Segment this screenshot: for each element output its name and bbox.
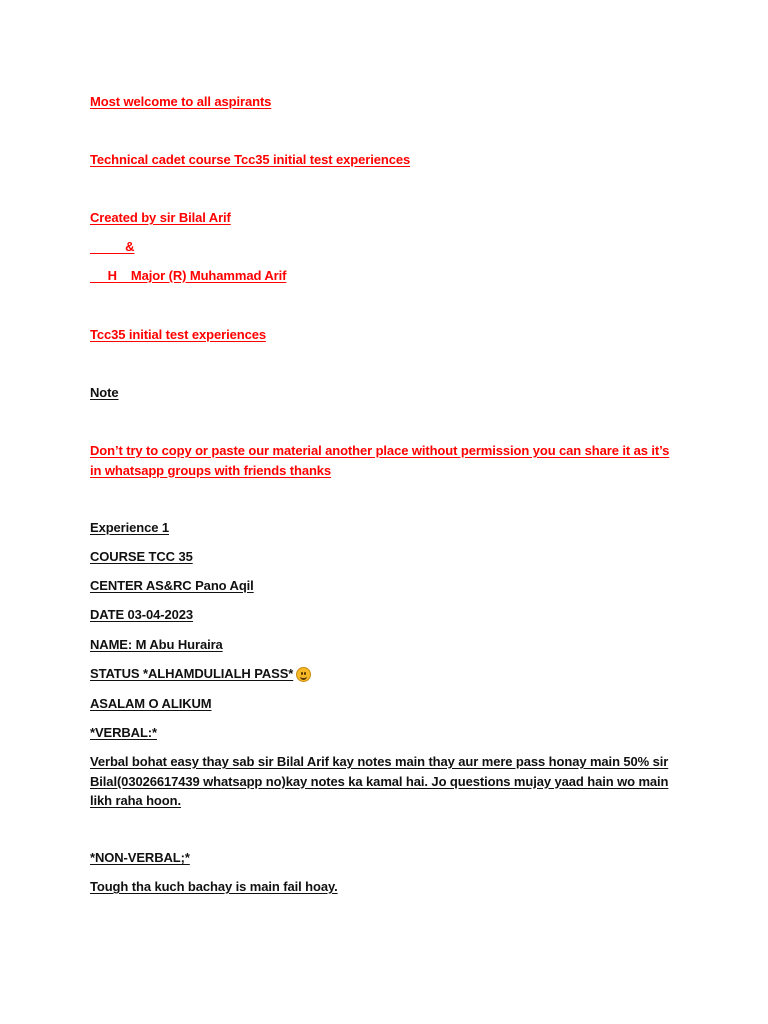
document-title: Technical cadet course Tcc35 initial test experiences <box>90 152 411 167</box>
center-line: CENTER AS&RC Pano Aqil <box>90 578 254 593</box>
status-text: STATUS *ALHAMDULIALH PASS* <box>90 666 294 681</box>
note-heading: Note <box>90 385 119 400</box>
co-author-gap <box>117 268 131 283</box>
verbal-text: Verbal bohat easy thay sab sir Bilal Arif kay notes main thay aur mere pass honay main 50% sir Bilal(03026617439 whatsapp no)kay notes ka kamal hai. Jo questions mujay yaad hain wo main likh raha hoon. <box>90 754 669 808</box>
ampersand-spacer <box>90 239 125 254</box>
ampersand-line <box>90 239 134 254</box>
note-text: Don’t try to copy or paste our material another place without permission you can share it as it’s in whatsapp groups with friends thanks <box>90 443 670 478</box>
greeting-line: ASALAM O ALIKUM <box>90 696 212 711</box>
co-author-line <box>90 268 286 283</box>
created-by-line: Created by sir Bilal Arif <box>90 210 231 225</box>
experience-heading: Experience 1 <box>90 520 170 535</box>
status-line <box>90 666 311 682</box>
nonverbal-text: Tough tha kuch bachay is main fail hoay. <box>90 879 338 894</box>
name-line: NAME: M Abu Huraira <box>90 637 223 652</box>
course-line: COURSE TCC 35 <box>90 549 193 564</box>
date-line: DATE 03-04-2023 <box>90 607 194 622</box>
nonverbal-heading: *NON-VERBAL;* <box>90 850 190 865</box>
co-author-prefix: H <box>107 268 117 283</box>
welcome-line: Most welcome to all aspirants <box>90 94 272 109</box>
verbal-heading: *VERBAL:* <box>90 725 157 740</box>
subtitle-line: Tcc35 initial test experiences <box>90 327 266 342</box>
smiling-face-icon <box>296 667 311 682</box>
co-author-spacer <box>90 268 108 283</box>
co-author-name: Major (R) Muhammad Arif <box>130 268 287 283</box>
ampersand-text: & <box>125 239 135 254</box>
